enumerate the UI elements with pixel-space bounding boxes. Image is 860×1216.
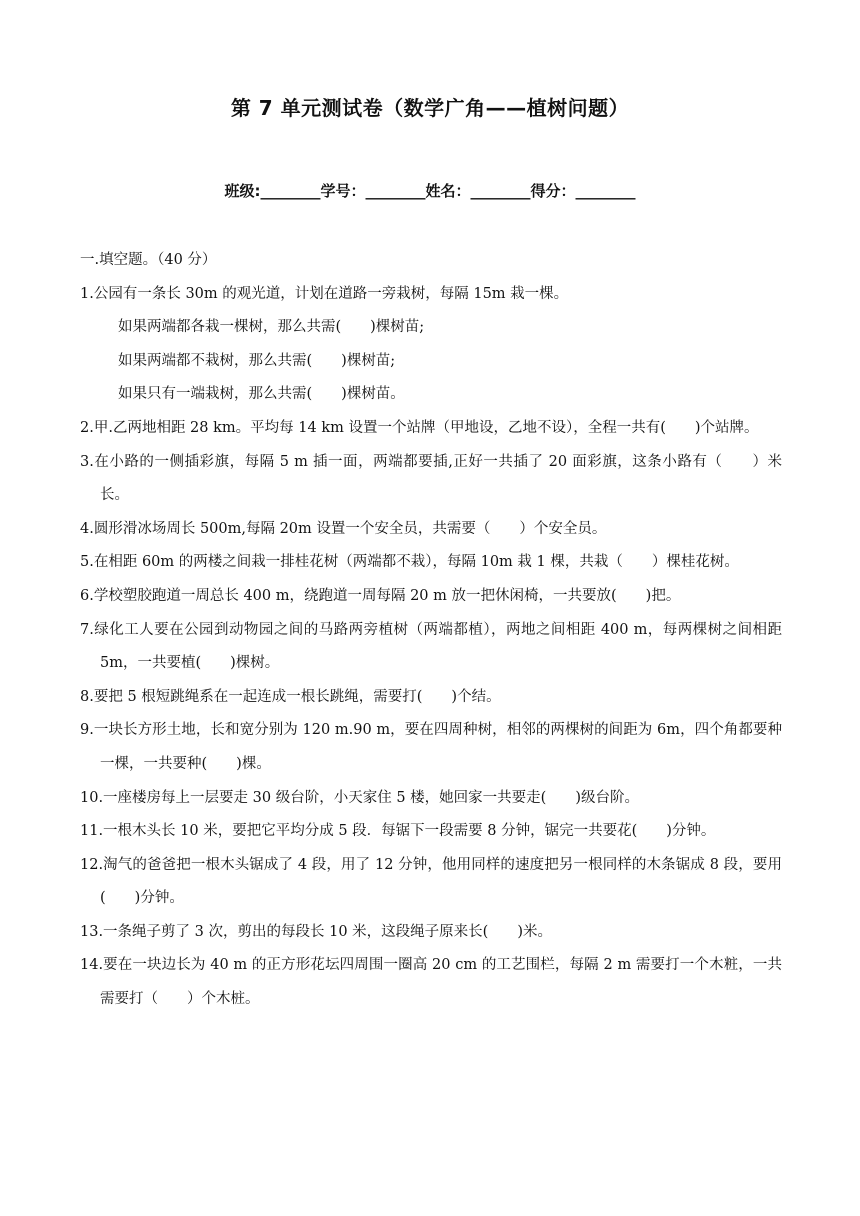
question-12: 12.淘气的爸爸把一根木头锯成了 4 段，用了 12 分钟，他用同样的速度把另一根同样的木条锯成 8 段，要用( )分钟。 — [80, 856, 782, 907]
question-1-sub-b: 如果两端都不栽树，那么共需( )棵树苗; — [118, 352, 396, 369]
page-title: 第 7 单元测试卷（数学广角——植树问题） — [230, 96, 630, 120]
question-1: 1.公园有一条长 30m 的观光道，计划在道路一旁栽树，每隔 15m 栽一棵。 — [80, 285, 569, 302]
question-9: 9.一块长方形土地，长和宽分别为 120 m.90 m，要在四周种树，相邻的两棵树的间距为 6m，四个角都要种一棵，一共要种( )棵。 — [80, 722, 782, 772]
question-2: 2.甲.乙两地相距 28 km。平均每 14 km 设置一个站牌（甲地设，乙地不设），全程一共有( )个站牌。 — [80, 419, 759, 436]
question-6: 6.学校塑胶跑道一周总长 400 m，绕跑道一周每隔 20 m 放一把休闲椅，一共要放( )把。 — [80, 587, 681, 604]
question-13: 13.一条绳子剪了 3 次，剪出的每段长 10 米，这段绳子原来长( )米。 — [80, 923, 552, 940]
question-3: 3.在小路的一侧插彩旗，每隔 5 m 插一面，两端都要插,正好一共插了 20 面彩旗，这条小路有（ ）米长。 — [80, 453, 782, 504]
question-section — [80, 244, 782, 1017]
question-4: 4.圆形滑冰场周长 500m,每隔 20m 设置一个安全员，共需要（ ）个安全员。 — [80, 520, 607, 537]
student-info-line: 班级:________学号：________姓名：________得分：________ — [224, 182, 636, 200]
question-7: 7.绿化工人要在公园到动物园之间的马路两旁植树（两端都植），两地之间相距 400 m，每两棵树之间相距 5m，一共要植( )棵树。 — [80, 621, 782, 672]
question-8: 8.要把 5 根短跳绳系在一起连成一根长跳绳，需要打( )个结。 — [80, 688, 501, 705]
question-1-sub-a: 如果两端都各栽一棵树，那么共需( )棵树苗; — [118, 319, 425, 336]
question-14: 14.要在一块边长为 40 m 的正方形花坛四周围一圈高 20 cm 的工艺围栏，每隔 2 m 需要打一个木粧，一共需要打（ ）个木桩。 — [80, 957, 782, 1008]
section-heading: 一.填空题。（40 分） — [80, 252, 217, 268]
question-11: 11.一根木头长 10 米，要把它平均分成 5 段．每锯下一段需要 8 分钟，锯完一共要花( )分钟。 — [80, 823, 716, 840]
question-10: 10.一座楼房每上一层要走 30 级台阶，小天家住 5 楼，她回家一共要走( )级台阶。 — [80, 789, 639, 806]
question-1-sub-c: 如果只有一端栽树，那么共需( )棵树苗。 — [118, 386, 405, 403]
question-5: 5.在相距 60m 的两楼之间栽一排桂花树（两端都不栽），每隔 10m 栽 1 棵，共栽（ ）棵桂花树。 — [80, 554, 739, 571]
